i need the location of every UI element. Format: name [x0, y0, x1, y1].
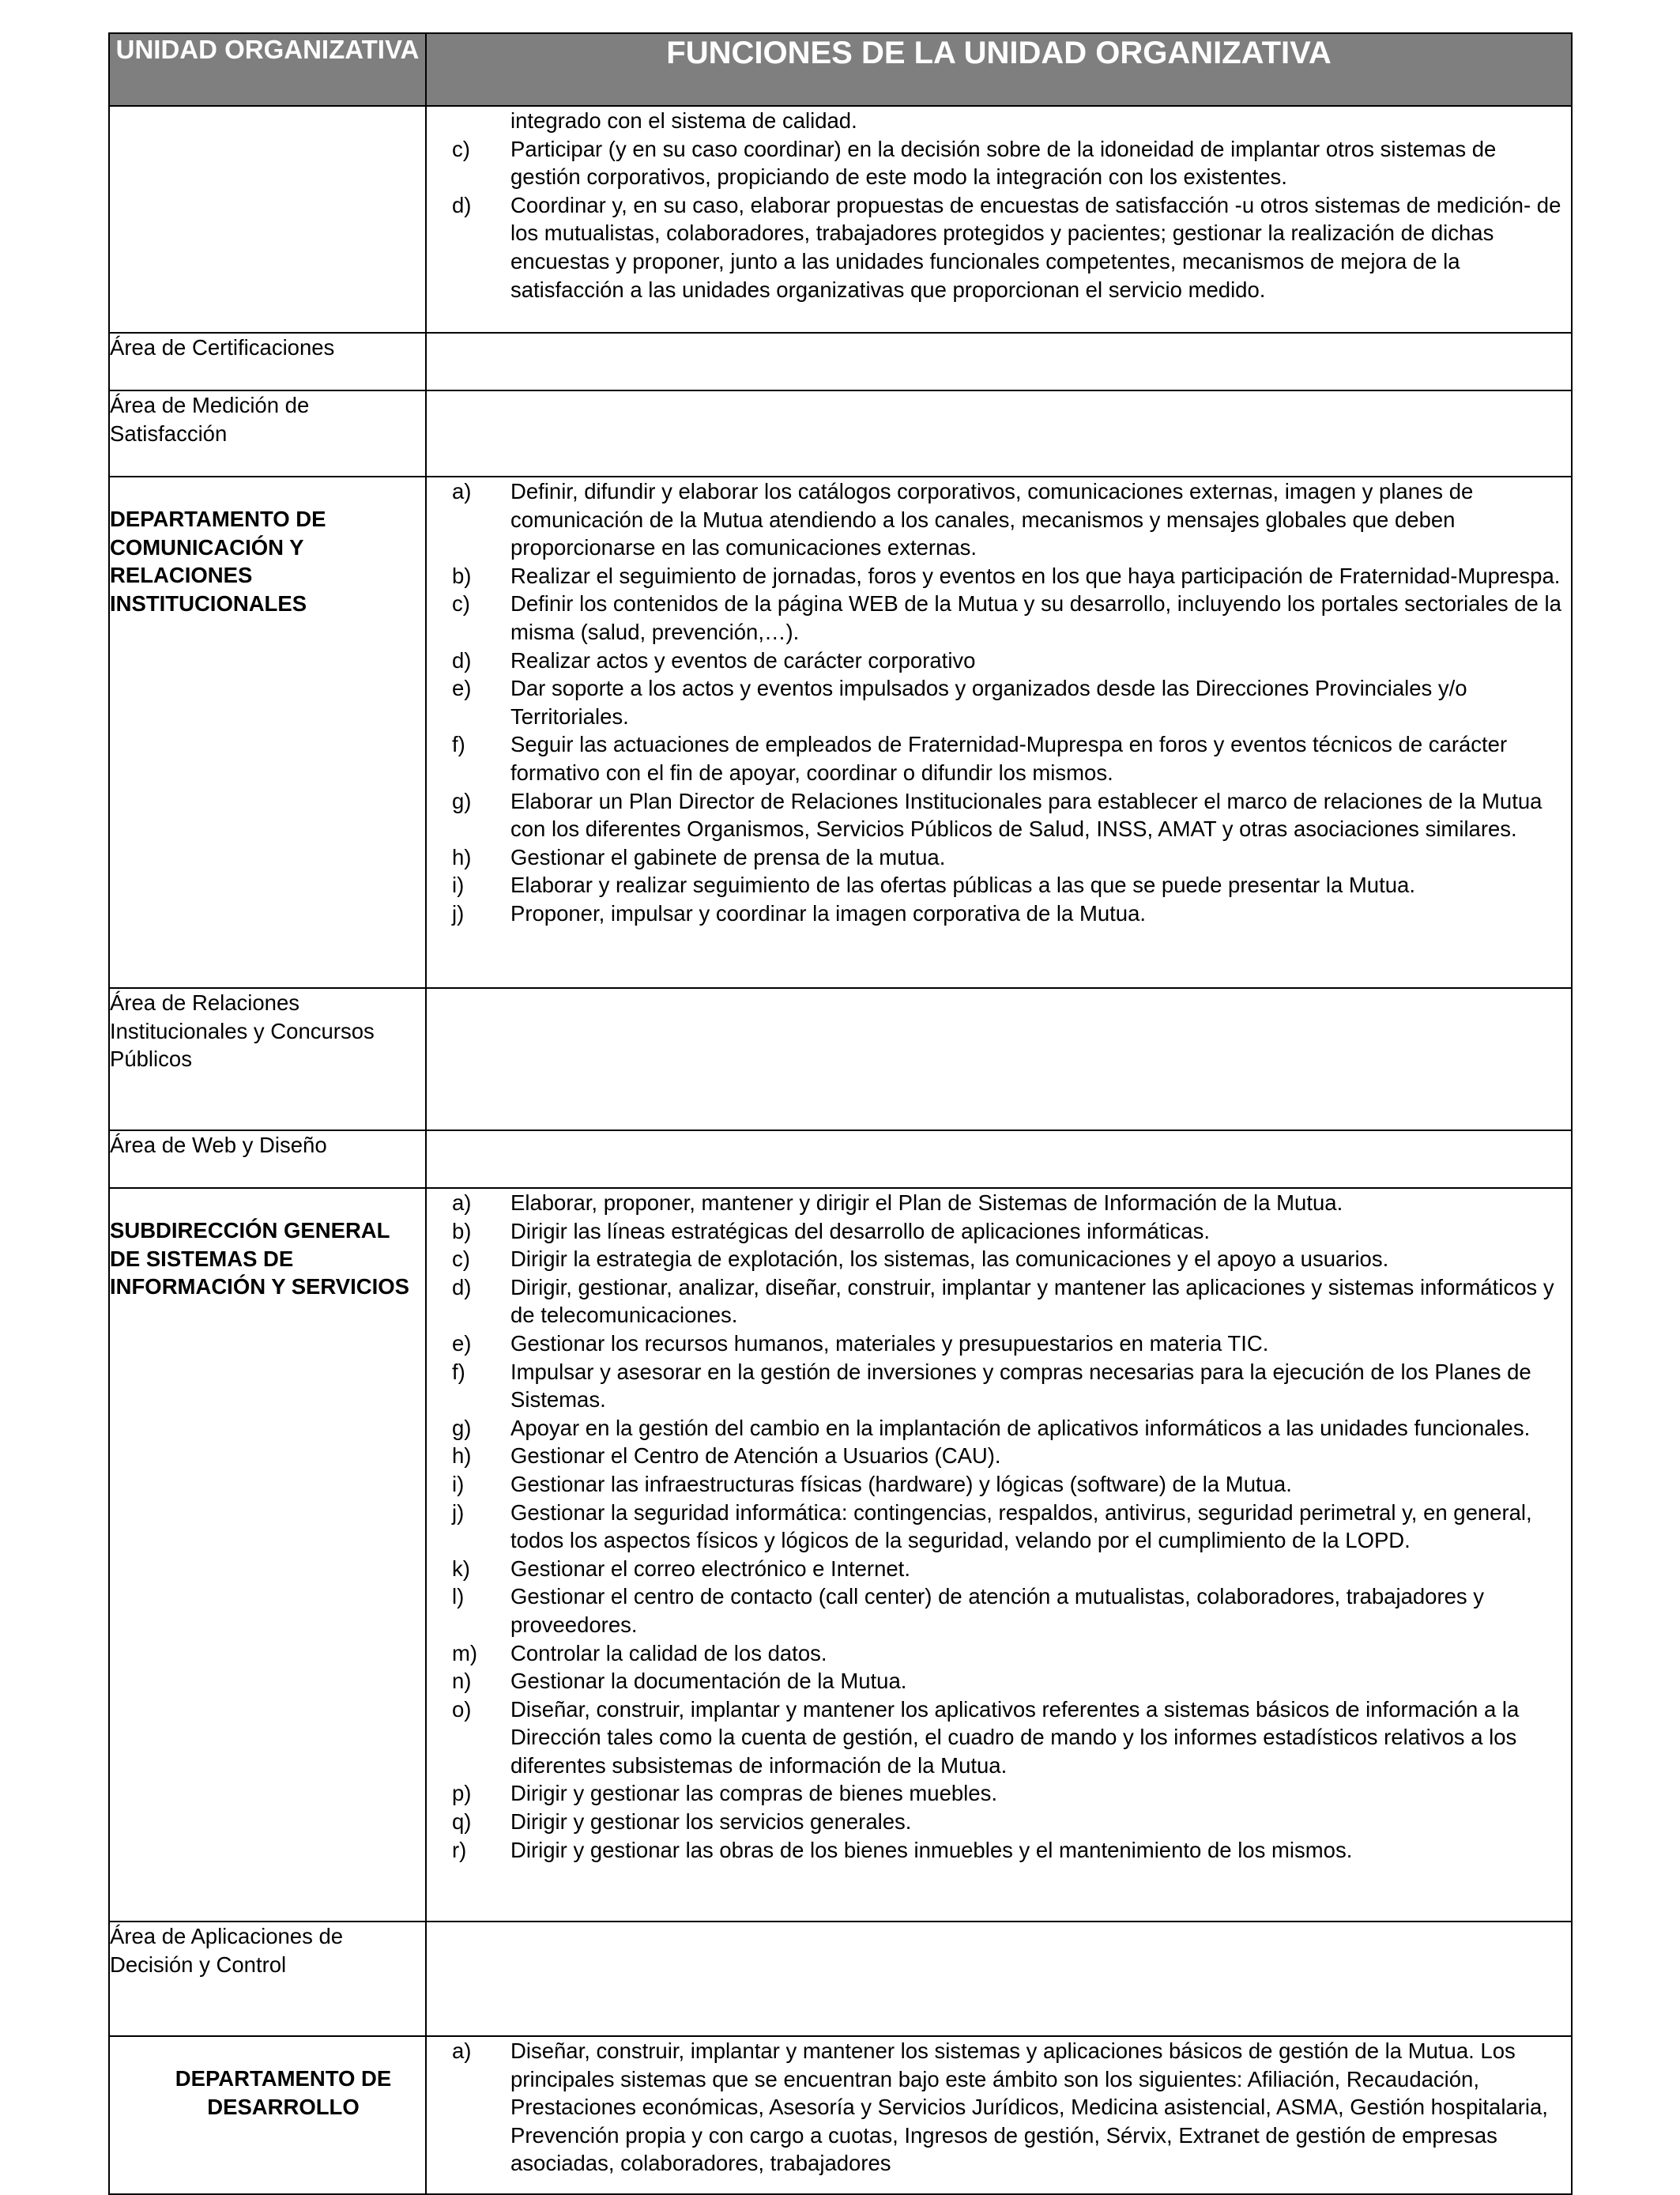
item-letter: k)	[452, 1556, 470, 1581]
functions-cell	[426, 988, 1572, 1130]
unit-title: SUBDIRECCIÓN GENERAL DE SISTEMAS DE INFORMACIÓN Y SERVICIOS	[110, 1218, 409, 1299]
functions-cell	[426, 390, 1572, 477]
item-text: Gestionar las infraestructuras físicas (hardware) y lógicas (software) de la Mutua.	[510, 1471, 1292, 1496]
table-row	[109, 1922, 1572, 2036]
function-item	[427, 135, 1571, 191]
table-row	[109, 988, 1572, 1130]
function-item	[427, 1555, 1571, 1583]
item-text: Gestionar el correo electrónico e Internet.	[510, 1556, 910, 1581]
item-text: Dirigir y gestionar las compras de bienes muebles.	[510, 1781, 997, 1806]
unit-title: DEPARTAMENTO DE COMUNICACIÓN Y RELACIONES INSTITUCIONALES	[110, 507, 326, 616]
unit-cell	[109, 106, 426, 333]
item-text: Coordinar y, en su caso, elaborar propuestas de encuestas de satisfacción -u otros sistemas de medición- de los mutualistas, colaboradores, trabajadores protegidos y pacientes; gestionar la realización de dichas encuestas y proponer, junto a las unidades funcionales competentes, mecanismos de mejora de la satisfacción a las unidades organizativas que proporcionan el servicio medido.	[510, 192, 1561, 302]
function-item	[427, 477, 1571, 562]
function-item	[427, 674, 1571, 730]
area-label: Área de Relaciones Institucionales y Concursos Públicos	[109, 988, 426, 1130]
function-item	[427, 590, 1571, 646]
function-item	[427, 1329, 1571, 1358]
item-letter: i)	[452, 1471, 465, 1496]
header-unidad-organizativa: UNIDAD ORGANIZATIVA	[109, 33, 426, 106]
area-label: Área de Medición de Satisfacción	[109, 390, 426, 477]
item-text: Dirigir la estrategia de explotación, los sistemas, las comunicaciones y el apoyo a usuarios.	[510, 1246, 1389, 1272]
functions-cell	[426, 2036, 1572, 2194]
item-letter: f)	[452, 1359, 465, 1384]
header-funciones: FUNCIONES DE LA UNIDAD ORGANIZATIVA	[426, 33, 1572, 106]
function-item	[427, 1639, 1571, 1668]
table-row	[109, 333, 1572, 390]
continuation-text: integrado con el sistema de calidad.	[510, 108, 857, 133]
unit-title: DEPARTAMENTO DE DESARROLLO	[175, 2066, 392, 2119]
function-item	[427, 1442, 1571, 1470]
item-text: Seguir las actuaciones de empleados de Fraternidad-Muprespa en foros y eventos técnicos de carácter formativo con el fin de apoyar, coordinar o difundir los mismos.	[510, 732, 1508, 785]
function-item	[427, 562, 1571, 590]
function-item	[427, 1217, 1571, 1246]
item-text: Elaborar, proponer, mantener y dirigir el Plan de Sistemas de Información de la Mutua.	[510, 1190, 1343, 1215]
function-item	[427, 1358, 1571, 1414]
item-letter: a)	[452, 479, 472, 503]
item-letter: b)	[452, 1218, 472, 1243]
item-letter: h)	[452, 1443, 472, 1469]
function-item	[427, 1189, 1571, 1217]
function-item	[427, 871, 1571, 899]
table-row	[109, 1130, 1572, 1188]
table-row	[109, 2036, 1572, 2194]
function-item	[427, 899, 1571, 928]
item-text: Gestionar la documentación de la Mutua.	[510, 1669, 907, 1694]
area-label: Área de Web y Diseño	[109, 1130, 426, 1188]
function-item	[427, 787, 1571, 843]
item-letter: a)	[452, 2038, 472, 2063]
item-text: Definir los contenidos de la página WEB de la Mutua y su desarrollo, incluyendo los portales sectoriales de la misma (salud, prevención,…).	[510, 591, 1561, 644]
item-text: Dirigir, gestionar, analizar, diseñar, construir, implantar y mantener las aplicaciones y sistemas informáticos y de telecomunicaciones.	[510, 1274, 1554, 1328]
functions-cell	[426, 333, 1572, 390]
item-letter: h)	[452, 844, 472, 869]
functions-cell	[426, 1922, 1572, 2036]
item-text: Gestionar el Centro de Atención a Usuarios (CAU).	[510, 1443, 1001, 1469]
item-letter: i)	[452, 873, 465, 898]
item-letter: q)	[452, 1809, 472, 1835]
item-text: Gestionar los recursos humanos, materiales y presupuestarios en materia TIC.	[510, 1330, 1269, 1356]
table-row	[109, 390, 1572, 477]
functions-cell	[426, 106, 1572, 333]
unit-name	[109, 2036, 426, 2194]
item-text: Participar (y en su caso coordinar) en la decisión sobre de la idoneidad de implantar otros sistemas de gestión corporativos, propiciando de este modo la integración con los existentes.	[510, 136, 1497, 190]
item-text: Diseñar, construir, implantar y mantener los sistemas y aplicaciones básicos de gestión de la Mutua. Los principales sistemas que se encuentran bajo este ámbito son los siguientes: Afiliación, Recaudación, Prestaciones económicas, Asesoría y Servicios Jurídicos, Medicina asistencial, ASMA, Gestión hospitalaria, Prevención propia y con cargo a cuotas, Ingresos de gestión, Sérvix, Extranet de gestión de empresas asociadas, colaboradores, trabajadores	[510, 2038, 1548, 2176]
item-letter: c)	[452, 136, 470, 161]
item-letter: c)	[452, 591, 470, 617]
item-text: Elaborar un Plan Director de Relaciones Institucionales para establecer el marco de relaciones de la Mutua con los diferentes Organismos, Servicios Públicos de Salud, INSS, AMAT y otras asociaciones similares.	[510, 788, 1543, 842]
table-header-row	[109, 33, 1572, 106]
item-text: Controlar la calidad de los datos.	[510, 1640, 827, 1665]
function-item	[427, 1414, 1571, 1443]
item-text: Gestionar el gabinete de prensa de la mutua.	[510, 844, 946, 869]
function-item	[427, 1836, 1571, 1865]
item-text: Dirigir las líneas estratégicas del desarrollo de aplicaciones informáticas.	[510, 1218, 1210, 1243]
item-letter: e)	[452, 676, 472, 701]
item-letter: g)	[452, 788, 472, 813]
item-text: Realizar el seguimiento de jornadas, foros y eventos en los que haya participación de Fraternidad-Muprespa.	[510, 563, 1561, 588]
item-letter: d)	[452, 647, 472, 673]
functions-cell	[426, 1188, 1572, 1922]
function-item	[427, 1779, 1571, 1808]
function-item	[427, 1695, 1571, 1780]
function-item	[427, 647, 1571, 675]
function-item	[427, 1245, 1571, 1273]
item-text: Diseñar, construir, implantar y mantener los aplicativos referentes a sistemas básicos de información a la Dirección tales como la cuenta de gestión, el cuadro de mando y los informes estadísticos relativos a los diferentes subsistemas de información de la Mutua.	[510, 1696, 1520, 1778]
item-text: Definir, difundir y elaborar los catálogos corporativos, comunicaciones externas, imagen y planes de comunicación de la Mutua atendiendo a los canales, mecanismos y mensajes globales que deben proporcionarse en las comunicaciones externas.	[510, 479, 1474, 560]
function-item	[427, 191, 1571, 304]
item-text: Elaborar y realizar seguimiento de las ofertas públicas a las que se puede presentar la Mutua.	[510, 873, 1415, 898]
item-text: Dar soporte a los actos y eventos impulsados y organizados desde las Direcciones Provinciales y/o Territoriales.	[510, 676, 1467, 729]
item-letter: d)	[452, 192, 472, 217]
area-label: Área de Aplicaciones de Decisión y Control	[109, 1922, 426, 2036]
item-text: Dirigir y gestionar los servicios generales.	[510, 1809, 912, 1835]
unit-name	[109, 1188, 426, 1922]
function-item	[427, 1667, 1571, 1695]
function-item	[427, 1470, 1571, 1499]
item-text: Proponer, impulsar y coordinar la imagen corporativa de la Mutua.	[510, 900, 1147, 926]
item-letter: o)	[452, 1696, 472, 1722]
function-item	[427, 1499, 1571, 1555]
item-text: Gestionar el centro de contacto (call center) de atención a mutualistas, colaboradores, trabajadores y proveedores.	[510, 1584, 1485, 1637]
item-text: Apoyar en la gestión del cambio en la implantación de aplicativos informáticos a las unidades funcionales.	[510, 1415, 1531, 1440]
functions-cell	[426, 1130, 1572, 1188]
item-letter: j)	[452, 1499, 465, 1525]
function-item	[427, 1582, 1571, 1639]
item-letter: f)	[452, 732, 465, 757]
table-row	[109, 477, 1572, 988]
function-item	[427, 730, 1571, 786]
item-letter: p)	[452, 1781, 472, 1806]
item-letter: b)	[452, 563, 472, 588]
function-item	[427, 1273, 1571, 1329]
item-letter: j)	[452, 900, 465, 926]
item-text: Gestionar la seguridad informática: contingencias, respaldos, antivirus, seguridad perimetral y, en general, todos los aspectos físicos y lógicos de la seguridad, velando por el cumplimiento de la LOPD.	[510, 1499, 1532, 1553]
unit-name	[109, 477, 426, 988]
function-item	[427, 843, 1571, 872]
item-letter: r)	[452, 1837, 467, 1862]
table-row	[109, 106, 1572, 333]
item-text: Realizar actos y eventos de carácter corporativo	[510, 647, 976, 673]
item-text: Impulsar y asesorar en la gestión de inversiones y compras necesarias para la ejecución de los Planes de Sistemas.	[510, 1359, 1531, 1412]
item-letter: a)	[452, 1190, 472, 1215]
function-item	[427, 2037, 1571, 2178]
item-letter: l)	[452, 1584, 465, 1609]
item-letter: c)	[452, 1246, 470, 1272]
area-label: Área de Certificaciones	[109, 333, 426, 390]
functions-cell	[426, 477, 1572, 988]
item-letter: g)	[452, 1415, 472, 1440]
item-letter: n)	[452, 1669, 472, 1694]
table-row	[109, 1188, 1572, 1922]
item-letter: m)	[452, 1640, 478, 1665]
function-item	[427, 1808, 1571, 1836]
item-letter: e)	[452, 1330, 472, 1356]
organizational-functions-table	[108, 32, 1573, 2195]
item-letter: d)	[452, 1274, 472, 1299]
item-text: Dirigir y gestionar las obras de los bienes inmuebles y el mantenimiento de los mismos.	[510, 1837, 1353, 1862]
